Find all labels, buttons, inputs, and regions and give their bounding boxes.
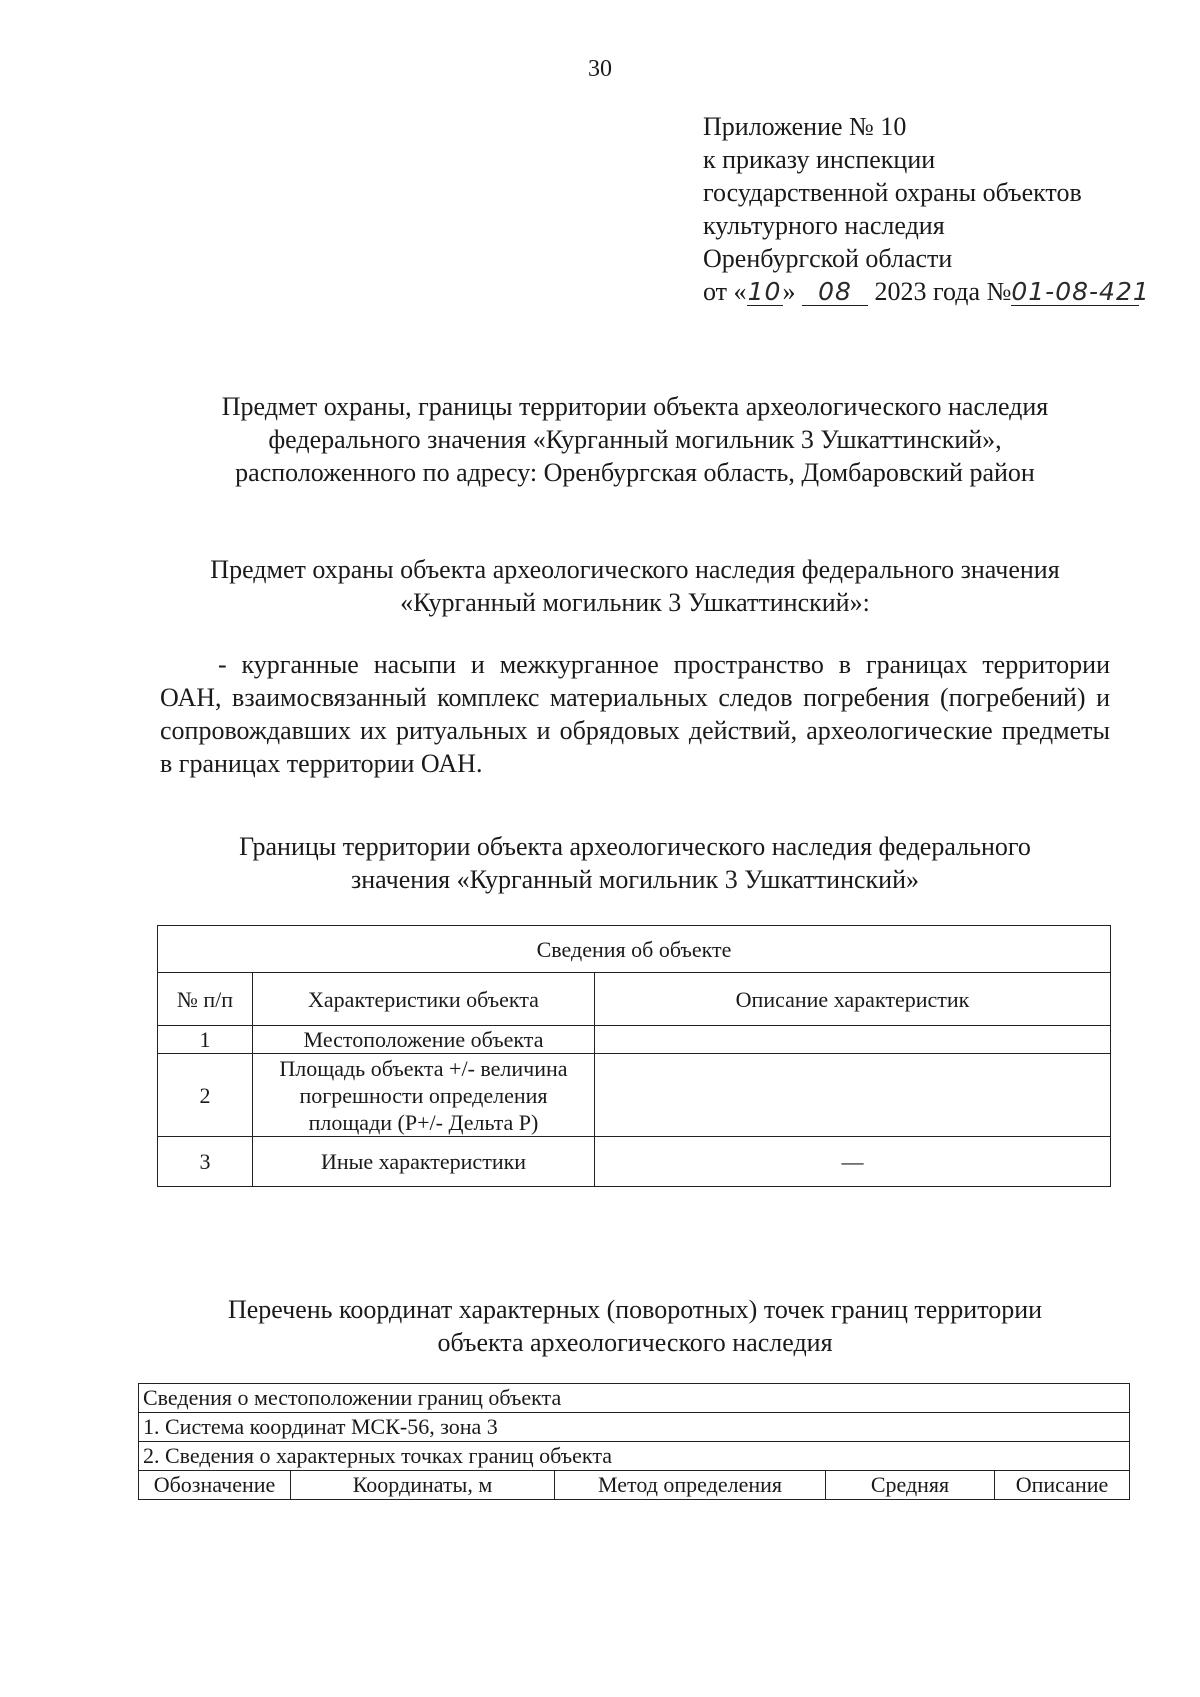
object-info-table <box>157 925 1111 1187</box>
appendix-line: Приложение № 10 <box>703 112 907 141</box>
table-row <box>158 1054 1111 1137</box>
row-characteristic: Площадь объекта +/- величина погрешности определения площади (Р+/- Дельта Р) <box>253 1054 595 1137</box>
column-header: Обозначение <box>139 1471 291 1500</box>
coordinates-table <box>138 1383 1130 1500</box>
points-info-row: 2. Сведения о характерных точках границ объекта <box>139 1442 1130 1471</box>
title-line: Границы территории объекта археологического наследия федерального <box>239 832 1031 861</box>
row-number: 2 <box>158 1054 253 1137</box>
row-characteristic: Иные характеристики <box>253 1137 595 1187</box>
title-line: Предмет охраны, границы территории объекта археологического наследия <box>221 392 1049 421</box>
coordinates-title <box>0 1293 1200 1359</box>
appendix-line: Оренбургской области <box>703 244 953 273</box>
borders-title <box>0 830 1200 896</box>
handwritten-month: 08 <box>802 279 868 306</box>
order-date-line <box>703 275 1150 308</box>
title-line: «Курганный могильник 3 Ушкаттинский»: <box>400 588 870 617</box>
title-line: значения «Курганный могильник 3 Ушкаттинский» <box>350 865 919 894</box>
row-description <box>595 1026 1111 1054</box>
handwritten-day: 10 <box>747 277 782 306</box>
row-number: 1 <box>158 1026 253 1054</box>
date-prefix: от « <box>703 277 747 306</box>
page-number: 30 <box>588 56 612 82</box>
location-info-row: Сведения о местоположении границ объекта <box>139 1384 1130 1413</box>
date-mid: » <box>782 277 796 306</box>
title-line: Перечень координат характерных (поворотных) точек границ территории <box>227 1295 1043 1324</box>
appendix-block <box>703 110 1150 308</box>
table-caption: Сведения об объекте <box>158 926 1111 973</box>
appendix-line: государственной охраны объектов <box>703 178 1082 207</box>
column-header: Метод определения <box>555 1471 826 1500</box>
column-header: № п/п <box>158 973 253 1026</box>
column-header: Описание <box>995 1471 1130 1500</box>
appendix-line: культурного наследия <box>703 211 945 240</box>
protection-subject-text: - курганные насыпи и межкурганное пространство в границах территории ОАН, взаимосвязанный комплекс материальных следов погребения (погребений) и сопровождавших их ритуальных и обрядовых действий, археологические предметы в границах территории ОАН. <box>160 650 1110 778</box>
date-year: 2023 года № <box>874 277 1012 306</box>
row-description: — <box>595 1137 1111 1187</box>
row-description <box>595 1054 1111 1137</box>
protection-subject-title <box>0 553 1200 619</box>
column-header: Координаты, м <box>291 1471 555 1500</box>
table-row <box>158 1137 1111 1187</box>
title-line: объекта археологического наследия <box>437 1328 833 1357</box>
column-header: Средняя <box>826 1471 995 1500</box>
document-title <box>0 390 1200 489</box>
coordinate-system-row: 1. Система координат МСК-56, зона 3 <box>139 1413 1130 1442</box>
table-row <box>158 1026 1111 1054</box>
title-line: расположенного по адресу: Оренбургская область, Домбаровский район <box>235 458 1035 487</box>
appendix-line: к приказу инспекции <box>703 145 936 174</box>
row-characteristic: Местоположение объекта <box>253 1026 595 1054</box>
column-header: Характеристики объекта <box>253 973 595 1026</box>
handwritten-order-number: 01-08-421 <box>1011 277 1150 306</box>
title-line: федерального значения «Курганный могильник 3 Ушкаттинский», <box>268 425 1002 454</box>
title-line: Предмет охраны объекта археологического наследия федерального значения <box>210 555 1060 584</box>
column-header: Описание характеристик <box>595 973 1111 1026</box>
row-number: 3 <box>158 1137 253 1187</box>
